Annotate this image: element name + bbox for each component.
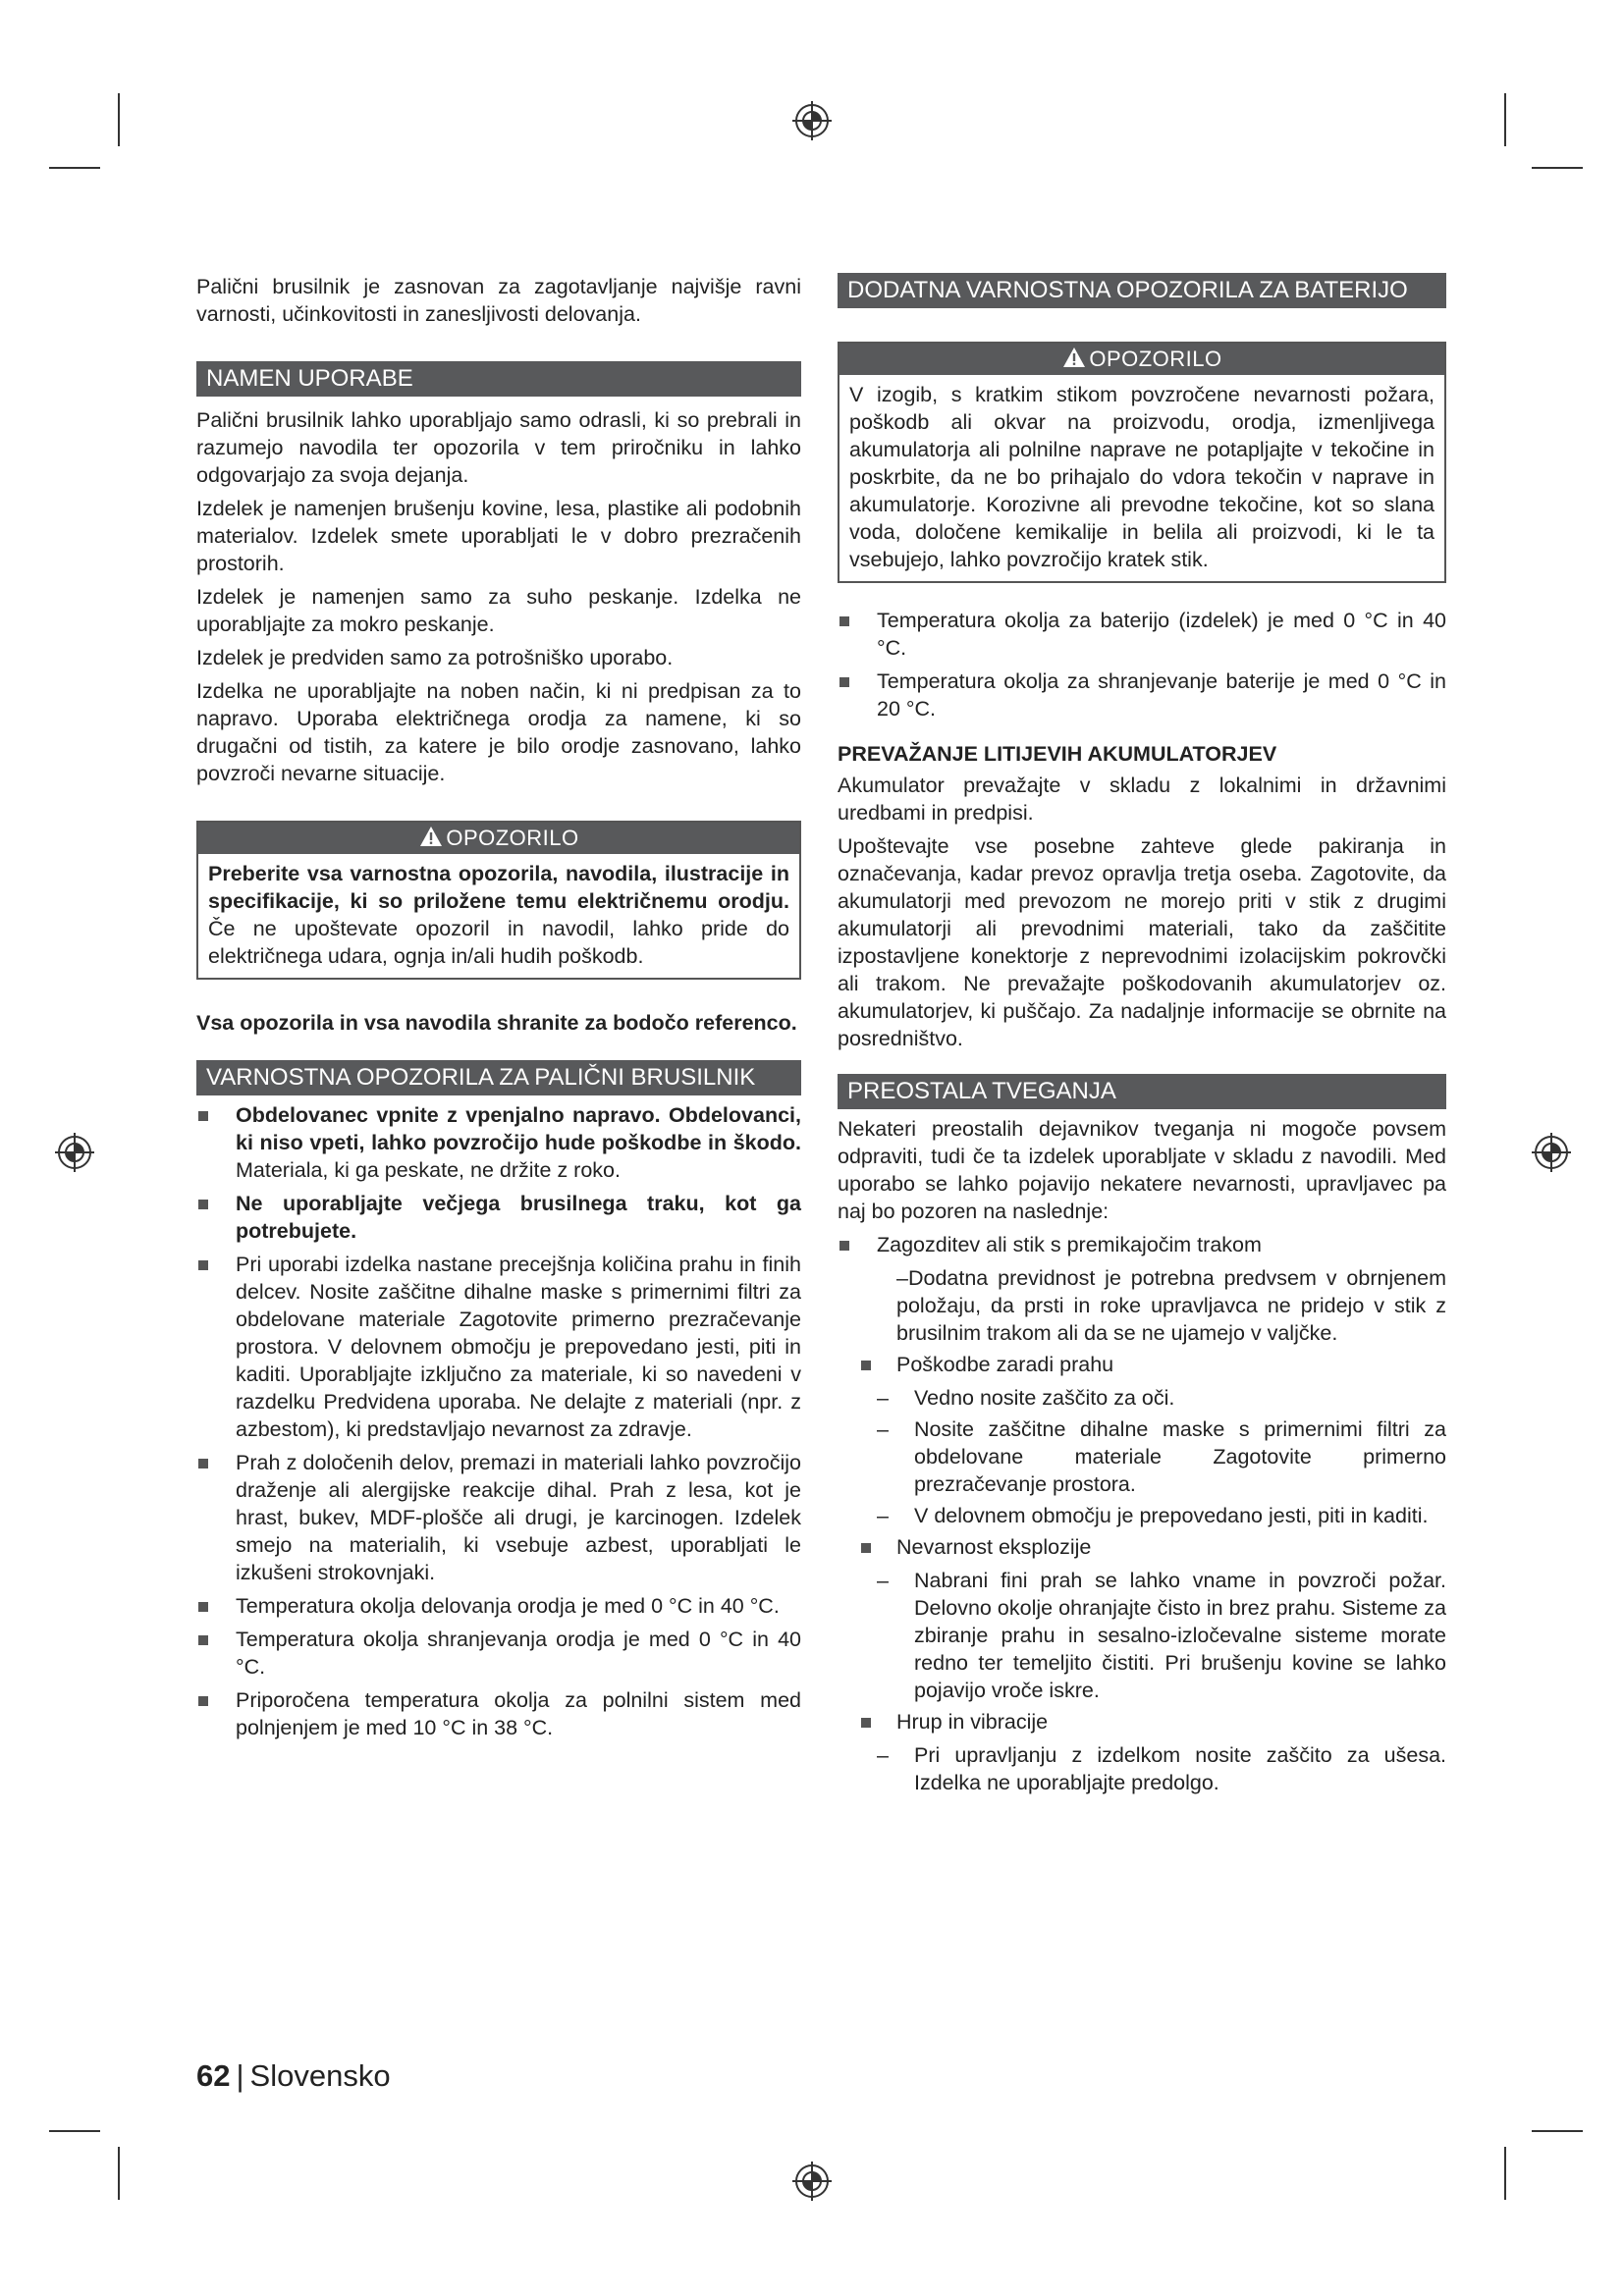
varnostna-list <box>196 1101 801 1741</box>
namen-paragraph: Izdelek je namenjen brušenju kovine, lesa, plastike ali podobnih materialov. Izdelek smete uporabljati le v dobro prezračenih prostorih. <box>196 497 801 575</box>
list-item <box>838 1567 1446 1704</box>
warning-box <box>838 342 1446 583</box>
list-item-text: Priporočena temperatura okolja za polnilni sistem med polnjenjem je med 10 °C in 38 °C. <box>236 1688 801 1739</box>
namen-paragraph: Izdelka ne uporabljajte na noben način, ki ni predpisan za to napravo. Uporaba električnega orodja za namene, ki so drugačni od tistih, za katere je bilo orodje zasnovano, lahko povzroči nevarne situacije. <box>196 679 801 785</box>
bullet-icon <box>861 1361 871 1370</box>
page-footer <box>196 2058 391 2094</box>
bullet-icon <box>198 1200 208 1209</box>
preostala-heading: PREOSTALA TVEGANJA <box>838 1074 1446 1109</box>
bullet-icon <box>839 1241 849 1251</box>
list-item-text: Prah z določenih delov, premazi in materiali lahko povzročijo draženje ali alergijske reakcije dihal. Prah z lesa, kot je hrast, bukev, MDF-plošče ali drugi, je karcinogen. Izdelek smejo na materialih, ki vsebuje azbest, uporabljati le izkušeni strokovnjaki. <box>236 1451 801 1584</box>
dodatna-heading: DODATNA VARNOSTNA OPOZORILA ZA BATERIJO <box>838 273 1446 308</box>
risk-label: Poškodbe zaradi prahu <box>896 1353 1114 1376</box>
crop-mark <box>49 167 100 169</box>
registration-mark-icon <box>53 1131 96 1174</box>
dash-icon: – <box>877 1569 889 1592</box>
namen-heading: NAMEN UPORABE <box>196 361 801 397</box>
bullet-icon <box>839 677 849 687</box>
list-item <box>196 1449 801 1586</box>
warning-body: V izogib, s kratkim stikom povzročene nevarnosti požara, poškodb ali okvar na proizvodu, orodja, izmenljivega akumulatorja ali polnilne naprave ne potapljajte v tekočine in poskrbite, da ne bo prihajalo do vdora tekočin v naprave in akumulatorje. Korozivne ali prevodne tekočine, kot so slana voda, določene kemikalije in belila ali proizvodi, ki le ta vsebujejo, lahko povzročijo kratek stik. <box>849 383 1435 571</box>
list-item-text: Temperatura okolja shranjevanja orodja je med 0 °C in 40 °C. <box>236 1628 801 1679</box>
list-item <box>838 1708 1446 1735</box>
risk-label: Nevarnost eksplozije <box>896 1535 1092 1559</box>
warning-title <box>839 344 1444 375</box>
crop-mark <box>1504 2147 1506 2200</box>
risk-list <box>838 1231 1446 1258</box>
list-item <box>196 1251 801 1443</box>
crop-mark <box>118 2147 120 2200</box>
crop-mark <box>1532 167 1583 169</box>
risk-list <box>838 1708 1446 1735</box>
list-item <box>838 1533 1446 1561</box>
registration-mark-icon <box>1530 1131 1573 1174</box>
bullet-icon <box>861 1718 871 1728</box>
warning-title-text: OPOZORILO <box>1089 347 1222 371</box>
namen-paragraph: Izdelek je namenjen samo za suho peskanje. Izdelka ne uporabljajte za mokro peskanje. <box>196 585 801 636</box>
list-item-text: Temperatura okolja za baterijo (izdelek) je med 0 °C in 40 °C. <box>877 609 1446 660</box>
crop-mark <box>49 2130 100 2132</box>
list-item <box>196 1592 801 1620</box>
warning-title-text: OPOZORILO <box>446 826 579 850</box>
bullet-icon <box>839 616 849 626</box>
dash-list <box>838 1567 1446 1704</box>
list-item-text: Temperatura okolja delovanja orodja je med 0 °C in 40 °C. <box>236 1594 780 1618</box>
risk-list <box>838 1533 1446 1561</box>
dash-icon: – <box>877 1386 889 1410</box>
footer-separator: | <box>236 2058 244 2093</box>
battery-list <box>838 607 1446 722</box>
namen-paragraph: Izdelek je predviden samo za potrošniško uporabo. <box>196 646 674 669</box>
list-item-text: Nosite zaščitne dihalne maske s primernimi filtri za obdelovane materiale Zagotovite primerno prezračevanje prostora. <box>914 1417 1446 1496</box>
preostala-intro: Nekateri preostalih dejavnikov tveganja ni mogoče povsem odpraviti, tudi če ta izdelek uporabljate v skladu z navodili. Med uporabo se lahko pojavijo nekatere nevarnosti, upravljavec pa naj bo pozoren na naslednje: <box>838 1117 1446 1223</box>
list-item <box>838 1502 1446 1529</box>
list-item <box>196 1190 801 1245</box>
list-item <box>838 607 1446 662</box>
dash-list <box>838 1384 1446 1529</box>
list-item-text: V delovnem območju je prepovedano jesti, piti in kaditi. <box>914 1504 1429 1527</box>
namen-paragraph: Palični brusilnik lahko uporabljajo samo odrasli, ki so prebrali in razumejo navodila ter opozorila v tem priročniku in lahko odgovarjajo za svoja dejanja. <box>196 408 801 487</box>
risk-label: Hrup in vibracije <box>896 1710 1049 1734</box>
list-item <box>196 1101 801 1184</box>
prevoz-paragraph: Upoštevajte vse posebne zahteve glede pakiranja in označevanja, kadar prevoz opravlja tretja oseba. Zagotovite, da akumulatorji med prevozom ne morejo priti v stik z drugimi akumulatorji ali prevodnimi materiali, tako da zaščitite izpostavljene konektorje z neprevodnimi izolacijskim pokrovčki ali trakom. Ne prevažajte poškodovanih akumulatorjev oz. akumulatorjev, ki puščajo. Za nadaljnje informacije se obrnite na posredništvo. <box>838 834 1446 1050</box>
left-column <box>196 273 801 1747</box>
bullet-icon <box>198 1696 208 1706</box>
keep-instructions-note: Vsa opozorila in vsa navodila shranite za bodočo referenco. <box>196 1011 797 1035</box>
warning-box <box>196 821 801 980</box>
bullet-icon <box>198 1602 208 1612</box>
bullet-icon <box>198 1459 208 1468</box>
warning-title <box>198 823 799 854</box>
list-item <box>838 667 1446 722</box>
warning-body <box>198 854 799 978</box>
list-item-text: Materiala, ki ga peskate, ne držite z roko. <box>236 1158 621 1182</box>
list-item-text: Pri upravljanju z izdelkom nosite zaščito za ušesa. Izdelka ne uporabljajte predolgo. <box>914 1743 1446 1794</box>
dash-list <box>838 1741 1446 1796</box>
dash-icon: – <box>877 1504 889 1527</box>
varnostna-heading: VARNOSTNA OPOZORILA ZA PALIČNI BRUSILNIK <box>196 1060 801 1095</box>
list-item <box>838 1351 1446 1378</box>
list-item-bold: Ne uporabljajte večjega brusilnega traku, kot ga potrebujete. <box>236 1192 801 1243</box>
prevoz-paragraph: Akumulator prevažajte v skladu z lokalnimi in državnimi uredbami in predpisi. <box>838 774 1446 825</box>
list-item-text: Temperatura okolja za shranjevanje baterije je med 0 °C in 20 °C. <box>877 669 1446 721</box>
crop-mark <box>1532 2130 1583 2132</box>
registration-mark-icon <box>790 99 834 142</box>
registration-mark-icon <box>790 2160 834 2203</box>
warning-icon <box>418 825 444 848</box>
list-item-bold: Obdelovanec vpnite z vpenjalno napravo. Obdelovanci, ki niso vpeti, lahko povzročijo hude poškodbe in škodo. <box>236 1103 801 1154</box>
warning-icon <box>1061 346 1087 369</box>
page-number: 62 <box>196 2058 231 2093</box>
list-item <box>838 1384 1446 1412</box>
right-column <box>838 273 1446 1800</box>
bullet-icon <box>198 1635 208 1645</box>
bullet-icon <box>198 1260 208 1270</box>
list-item-text: Nabrani fini prah se lahko vname in povzroči požar. Delovno okolje ohranjajte čisto in brez prahu. Sisteme za zbiranje prahu in sesalno-izločevalne sisteme morate redno ter temeljito čistiti. Pri brušenju kovine se lahko pojavijo vroče iskre. <box>914 1569 1446 1702</box>
list-item <box>196 1686 801 1741</box>
footer-language: Slovensko <box>249 2058 391 2093</box>
risk-list <box>838 1351 1446 1378</box>
dash-icon: – <box>877 1743 889 1767</box>
list-item <box>196 1626 801 1681</box>
list-item <box>838 1741 1446 1796</box>
crop-mark <box>1504 93 1506 146</box>
warning-bold-text: Preberite vsa varnostna opozorila, navodila, ilustracije in specifikacije, ki so priložene temu električnemu orodju. <box>208 862 789 913</box>
intro-text: Palični brusilnik je zasnovan za zagotavljanje najvišje ravni varnosti, učinkovitosti in zanesljivosti delovanja. <box>196 275 801 326</box>
list-item-text: Vedno nosite zaščito za oči. <box>914 1386 1175 1410</box>
list-item-text: Pri uporabi izdelka nastane precejšnja količina prahu in finih delcev. Nosite zaščitne dihalne maske s primernimi filtri za obdelovane materiale Zagotovite primerno prezračevanje prostora. V delovnem območju je prepovedano jesti, piti in kaditi. Uporabljajte izključno za materiale, ki so navedeni v razdelku Predvidena uporaba. Ne delajte z materiali (npr. z azbestom), ki predstavljajo nevarnost za zdravje. <box>236 1253 801 1441</box>
warning-text: Če ne upoštevate opozoril in navodil, lahko pride do električnega udara, ognja in/ali hudih poškodb. <box>208 917 789 968</box>
risk-detail: –Dodatna previdnost je potrebna predvsem v obrnjenem položaju, da prsti in roke upravljavca ne pridejo v stik z brusilnim trakom ali da se ne ujamejo v valjčke. <box>896 1266 1446 1345</box>
bullet-icon <box>861 1543 871 1553</box>
risk-label: Zagozditev ali stik s premikajočim trakom <box>877 1233 1262 1256</box>
bullet-icon <box>198 1111 208 1121</box>
list-item <box>838 1415 1446 1498</box>
prevoz-heading: PREVAŽANJE LITIJEVIH AKUMULATORJEV <box>838 742 1277 766</box>
list-item <box>838 1231 1446 1258</box>
dash-icon: – <box>877 1417 889 1441</box>
crop-mark <box>118 93 120 146</box>
